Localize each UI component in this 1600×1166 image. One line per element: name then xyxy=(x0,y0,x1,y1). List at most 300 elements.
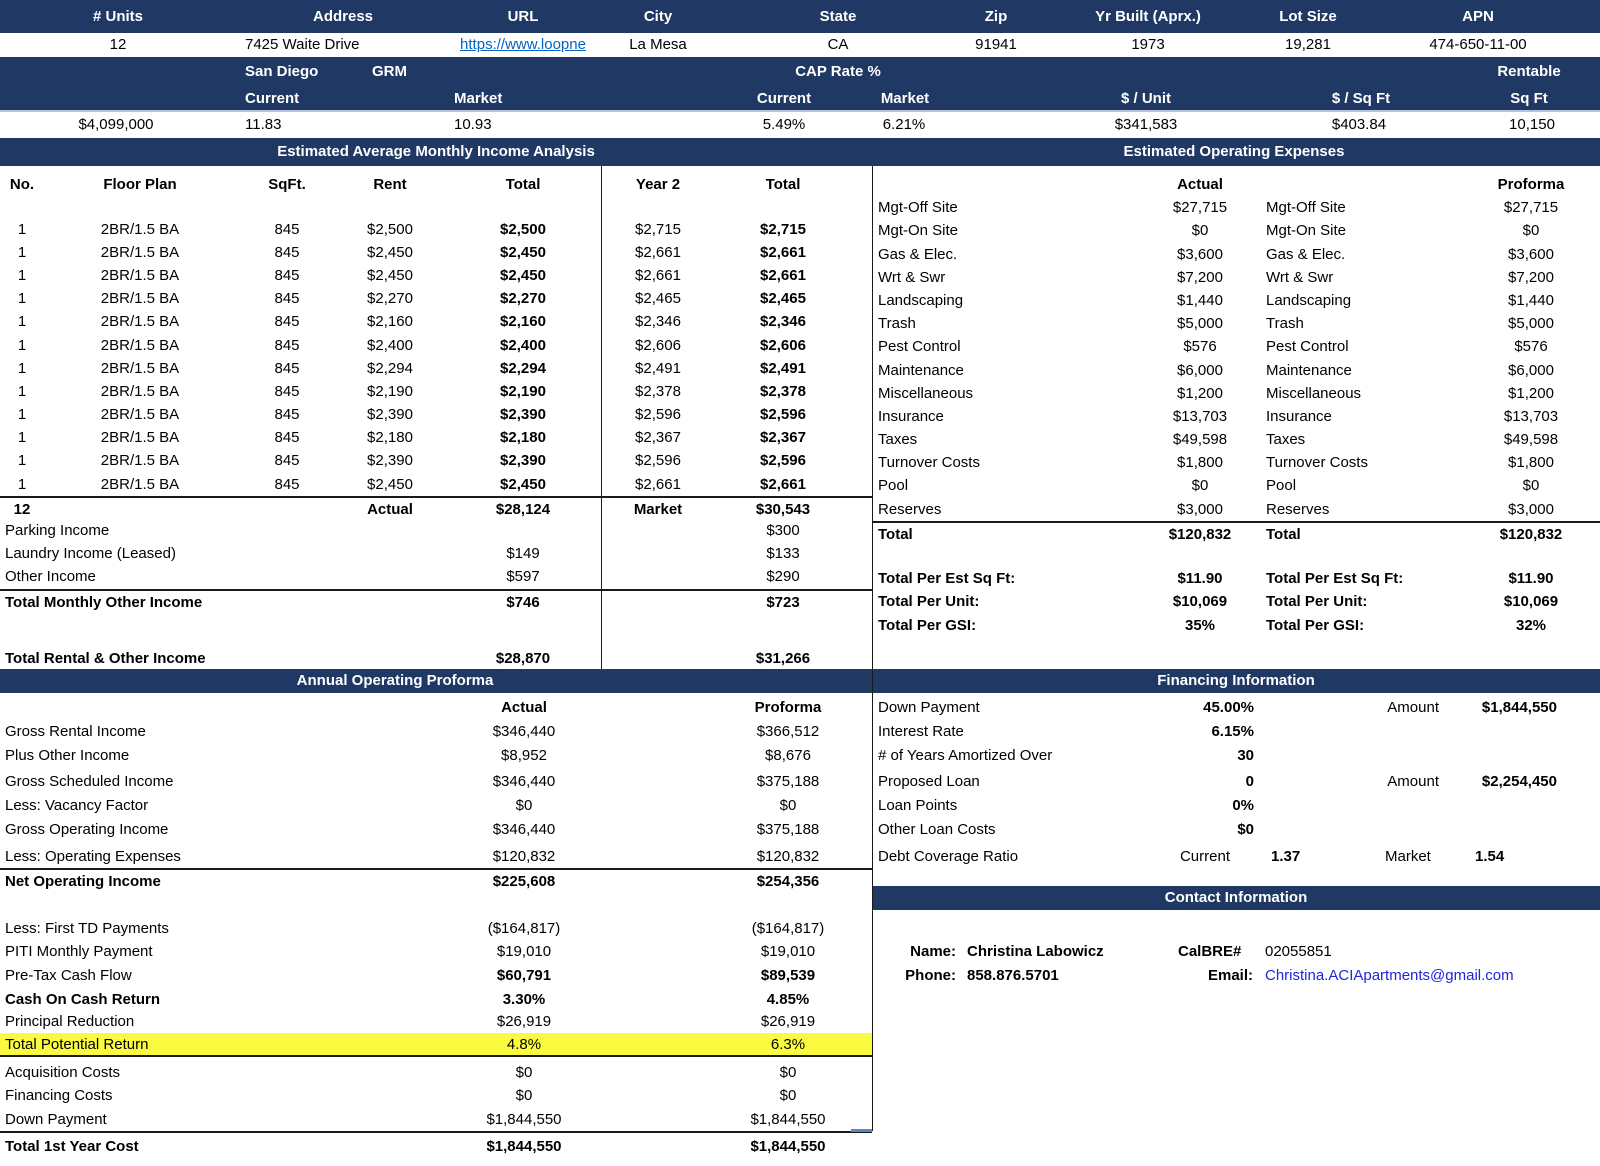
expense-label: Mgt-On Site xyxy=(878,222,959,240)
cell-year2-total: $2,661 xyxy=(760,243,806,261)
income-unit-row xyxy=(0,380,872,403)
cell-sqft: 845 xyxy=(274,243,300,261)
cell-plan: 2BR/1.5 BA xyxy=(100,452,180,470)
expense-label-proforma: Pest Control xyxy=(1266,338,1349,356)
income-unit-row xyxy=(0,426,872,449)
expense-proforma-value: $13,703 xyxy=(1503,407,1559,425)
expense-actual-value: $7,200 xyxy=(1177,268,1223,286)
expenses-total-row xyxy=(872,521,1600,544)
header-year2: Year 2 xyxy=(635,176,681,193)
expense-row xyxy=(872,451,1600,474)
row-label: Financing Costs xyxy=(5,1087,113,1104)
per-unit-label: $ / Unit xyxy=(1120,90,1171,107)
cell-total: $2,450 xyxy=(500,475,546,493)
cell-plan: 2BR/1.5 BA xyxy=(100,406,180,424)
proforma-proforma-header: Proforma xyxy=(754,699,822,716)
row-proforma: $366,512 xyxy=(756,723,820,740)
sqft-label: Sq Ft xyxy=(1510,90,1548,107)
expense-row xyxy=(872,428,1600,451)
cell-year2-total: $2,661 xyxy=(760,266,806,284)
fin-label: Loan Points xyxy=(878,797,958,814)
proforma-row-principal xyxy=(0,1010,872,1033)
name-label: Name: xyxy=(910,943,956,960)
col-header-address: Address xyxy=(312,8,374,25)
units-value: 12 xyxy=(109,36,127,53)
rentable-label: Rentable xyxy=(1497,63,1561,80)
row-proforma: 4.85% xyxy=(766,991,810,1008)
dcr-current-value: 1.37 xyxy=(1271,848,1301,865)
expense-rows xyxy=(872,196,1600,521)
cell-no: 1 xyxy=(17,406,27,424)
grm-market-label: Market xyxy=(454,90,503,107)
cell-sqft: 845 xyxy=(274,452,300,470)
expense-row xyxy=(872,266,1600,289)
cell-no: 1 xyxy=(17,452,27,470)
proforma-actual-header: Actual xyxy=(501,699,547,716)
proforma-row-coc xyxy=(0,988,872,1011)
total-monthly-other-label: Total Monthly Other Income xyxy=(5,593,203,611)
income-rows xyxy=(0,218,872,496)
dcr-market-label: Market xyxy=(1385,848,1431,865)
row-proforma: $375,188 xyxy=(756,821,820,838)
income-unit-row xyxy=(0,241,872,264)
income-unit-row xyxy=(0,310,872,333)
fin-label: Down Payment xyxy=(878,699,980,716)
other-income-market: $290 xyxy=(766,568,800,586)
col-header-url: URL xyxy=(507,8,539,25)
fin-label: Debt Coverage Ratio xyxy=(878,848,1019,865)
income-totals-row xyxy=(0,496,872,519)
expense-label-proforma: Mgt-Off Site xyxy=(1266,199,1346,217)
row-proforma: $0 xyxy=(779,797,797,814)
expense-proforma-value: $1,800 xyxy=(1508,454,1554,472)
expense-row xyxy=(872,219,1600,242)
zip-value: 91941 xyxy=(975,36,1017,53)
expense-proforma-value: $0 xyxy=(1522,477,1540,495)
header-no: No. xyxy=(9,176,35,193)
fin-value: $0 xyxy=(1237,821,1254,838)
row-label: Gross Operating Income xyxy=(5,821,169,838)
expense-row xyxy=(872,196,1600,219)
col-header-city: City xyxy=(643,8,673,25)
cell-no: 1 xyxy=(17,243,27,261)
row-actual: $1,844,550 xyxy=(486,1111,562,1128)
expense-row xyxy=(872,405,1600,428)
total-monthly-other-actual: $746 xyxy=(506,593,540,611)
cell-rent: $2,390 xyxy=(367,452,413,470)
expense-label-proforma: Taxes xyxy=(1266,431,1306,449)
financing-row-other-costs xyxy=(872,818,1600,841)
fin-value: 0 xyxy=(1245,773,1254,790)
cell-year2: $2,465 xyxy=(635,290,681,308)
other-income-rows xyxy=(0,519,872,589)
expense-summary-row xyxy=(872,590,1600,613)
listing-url-link[interactable]: https://www.loopne xyxy=(460,36,586,53)
summary-label: Total Per GSI: xyxy=(878,616,977,634)
proforma-row-less-expenses xyxy=(0,845,872,868)
row-proforma: $19,010 xyxy=(760,943,816,960)
fin-label: Interest Rate xyxy=(878,723,964,740)
cell-plan: 2BR/1.5 BA xyxy=(100,243,180,261)
cell-year2: $2,661 xyxy=(635,243,681,261)
proforma-row-financing-costs xyxy=(0,1084,872,1107)
apn-value: 474-650-11-00 xyxy=(1429,36,1527,53)
header-rent: Rent xyxy=(373,176,407,193)
summary-actual-value: $11.90 xyxy=(1177,570,1223,588)
row-actual: $60,791 xyxy=(496,967,552,984)
expense-label-proforma: Reserves xyxy=(1266,500,1330,518)
other-income-label: Other Income xyxy=(5,568,96,586)
other-income-label: Laundry Income (Leased) xyxy=(5,545,176,563)
contact-phone-row xyxy=(872,964,1600,987)
fin-value: 6.15% xyxy=(1211,723,1254,740)
expense-actual-value: $49,598 xyxy=(1172,431,1228,449)
cell-sqft: 845 xyxy=(274,220,300,238)
cell-year2-total: $2,491 xyxy=(760,359,806,377)
row-actual: 4.8% xyxy=(506,1036,542,1053)
expense-label-proforma: Wrt & Swr xyxy=(1266,268,1334,286)
cell-plan: 2BR/1.5 BA xyxy=(100,475,180,493)
total-rental-market: $31,266 xyxy=(755,650,811,668)
summary-proforma-value: $11.90 xyxy=(1508,570,1554,588)
col-header-state: State xyxy=(819,8,857,25)
cell-no: 1 xyxy=(17,359,27,377)
expense-label: Reserves xyxy=(878,500,942,518)
expenses-actual-header: Actual xyxy=(1177,176,1223,193)
proforma-row-gross-operating xyxy=(0,818,872,841)
financing-row-years xyxy=(872,744,1600,767)
cell-year2-total: $2,715 xyxy=(760,220,806,238)
cell-rent: $2,450 xyxy=(367,475,413,493)
cap-market-value: 6.21% xyxy=(882,116,926,133)
financing-row-dcr xyxy=(872,845,1600,868)
calbre-value: 02055851 xyxy=(1265,943,1332,960)
cell-year2-total: $2,378 xyxy=(760,382,806,400)
summary-label-proforma: Total Per Est Sq Ft: xyxy=(1266,570,1404,588)
cell-rent: $2,160 xyxy=(367,313,413,331)
row-actual: $0 xyxy=(515,1064,533,1081)
row-label: PITI Monthly Payment xyxy=(5,943,153,960)
income-header-row xyxy=(0,173,872,196)
region-label: San Diego xyxy=(245,63,319,80)
row-proforma: $89,539 xyxy=(760,967,816,984)
cell-rent: $2,294 xyxy=(367,359,413,377)
property-header-row xyxy=(0,0,1600,33)
proforma-row-pretax xyxy=(0,964,872,987)
income-unit-row xyxy=(0,287,872,310)
expense-label-proforma: Miscellaneous xyxy=(1266,384,1362,402)
cell-year2-total: $2,465 xyxy=(760,290,806,308)
financing-row-interest xyxy=(872,720,1600,743)
col-header-zip: Zip xyxy=(984,8,1008,25)
expense-actual-value: $3,600 xyxy=(1177,245,1223,263)
fin-label: Proposed Loan xyxy=(878,773,980,790)
per-sqft-value: $403.84 xyxy=(1331,116,1387,133)
expense-actual-value: $576 xyxy=(1183,338,1217,356)
summary-label: Total Per Est Sq Ft: xyxy=(878,570,1016,588)
summary-proforma-value: 32% xyxy=(1515,616,1547,634)
expense-summary-row xyxy=(872,614,1600,637)
cell-sqft: 845 xyxy=(274,290,300,308)
proforma-row-plus-other xyxy=(0,744,872,767)
row-label: Total 1st Year Cost xyxy=(5,1138,139,1155)
cell-year2: $2,661 xyxy=(635,266,681,284)
cell-rent: $2,450 xyxy=(367,243,413,261)
contact-section-title: Contact Information xyxy=(1164,889,1308,906)
cap-market-label: Market xyxy=(880,90,930,107)
expense-label-proforma: Trash xyxy=(1266,315,1304,333)
cell-no: 1 xyxy=(17,313,27,331)
cell-total: $2,294 xyxy=(500,359,546,377)
other-income-actual: $597 xyxy=(506,568,540,586)
expense-label-proforma: Gas & Elec. xyxy=(1266,245,1346,263)
cell-no: 1 xyxy=(17,475,27,493)
cell-total: $2,400 xyxy=(500,336,546,354)
row-proforma: $0 xyxy=(779,1087,797,1104)
expenses-section-title: Estimated Operating Expenses xyxy=(1123,143,1345,160)
expense-actual-value: $3,000 xyxy=(1177,500,1223,518)
header-floorplan: Floor Plan xyxy=(103,176,177,193)
fin-label: Other Loan Costs xyxy=(878,821,996,838)
cell-year2: $2,367 xyxy=(635,429,681,447)
cell-rent: $2,270 xyxy=(367,290,413,308)
cell-sqft: 845 xyxy=(274,382,300,400)
expenses-proforma-header: Proforma xyxy=(1497,176,1565,193)
expense-summary-row xyxy=(872,567,1600,590)
cell-plan: 2BR/1.5 BA xyxy=(100,336,180,354)
row-label: Less: Operating Expenses xyxy=(5,848,181,865)
section-title-bar xyxy=(0,138,1600,166)
cell-plan: 2BR/1.5 BA xyxy=(100,266,180,284)
row-label: Less: First TD Payments xyxy=(5,920,169,937)
financing-row-loan-points xyxy=(872,794,1600,817)
expense-label-proforma: Mgt-On Site xyxy=(1266,222,1347,240)
other-income-row xyxy=(0,542,872,565)
summary-label-proforma: Total Per Unit: xyxy=(1266,593,1368,611)
cell-year2-total: $2,596 xyxy=(760,452,806,470)
summary-actual-value: 35% xyxy=(1184,616,1216,634)
dcr-current-label: Current xyxy=(1179,848,1230,865)
proforma-row-gross-scheduled xyxy=(0,770,872,793)
section-divider xyxy=(872,166,873,1131)
expenses-total-label-proforma: Total xyxy=(1266,525,1301,543)
expense-label: Maintenance xyxy=(878,361,964,379)
proforma-row-down-payment xyxy=(0,1108,872,1131)
expense-label: Landscaping xyxy=(878,291,964,309)
financing-row-proposed-loan xyxy=(872,770,1600,793)
income-analysis-table xyxy=(0,166,872,672)
col-header-apn: APN xyxy=(1462,8,1494,25)
cell-no: 1 xyxy=(17,429,27,447)
row-actual: 3.30% xyxy=(502,991,546,1008)
row-label: Gross Scheduled Income xyxy=(5,773,174,790)
income-unit-row xyxy=(0,357,872,380)
cell-no: 1 xyxy=(17,220,27,238)
row-actual: $1,844,550 xyxy=(486,1138,562,1155)
row-proforma: $120,832 xyxy=(756,848,820,865)
expenses-total-label: Total xyxy=(878,525,913,543)
income-table-divider xyxy=(601,166,602,669)
expense-proforma-value: $6,000 xyxy=(1508,361,1554,379)
grm-label: GRM xyxy=(372,63,407,80)
other-income-actual: $149 xyxy=(506,545,540,563)
summary-label-proforma: Total Per GSI: xyxy=(1266,616,1365,634)
expense-row xyxy=(872,243,1600,266)
cell-sqft: 845 xyxy=(274,266,300,284)
cell-plan: 2BR/1.5 BA xyxy=(100,313,180,331)
cell-no: 1 xyxy=(17,266,27,284)
col-header-yrbuilt: Yr Built (Aprx.) xyxy=(1095,8,1201,25)
cell-year2: $2,715 xyxy=(635,220,681,238)
cell-year2: $2,596 xyxy=(635,406,681,424)
fin-amount: $1,844,550 xyxy=(1481,699,1557,716)
cell-total: $2,180 xyxy=(500,429,546,447)
income-unit-row xyxy=(0,334,872,357)
expense-actual-value: $5,000 xyxy=(1177,315,1223,333)
summary-actual-value: $10,069 xyxy=(1172,593,1228,611)
cell-year2: $2,491 xyxy=(635,359,681,377)
state-value: CA xyxy=(827,36,849,53)
cell-total: $2,450 xyxy=(500,243,546,261)
yrbuilt-value: 1973 xyxy=(1131,36,1165,53)
cell-year2-total: $2,661 xyxy=(760,475,806,493)
other-income-row xyxy=(0,565,872,588)
row-actual: $120,832 xyxy=(492,848,556,865)
cell-total: $2,190 xyxy=(500,382,546,400)
expense-proforma-value: $1,200 xyxy=(1508,384,1554,402)
expense-summary-rows xyxy=(872,567,1600,637)
grm-current-value: 11.83 xyxy=(245,116,282,133)
row-proforma: $1,844,550 xyxy=(750,1138,826,1155)
expense-proforma-value: $49,598 xyxy=(1503,431,1559,449)
cell-rent: $2,390 xyxy=(367,406,413,424)
row-label: Gross Rental Income xyxy=(5,723,146,740)
expense-label: Pool xyxy=(878,477,909,495)
fin-value: 0% xyxy=(1232,797,1254,814)
selection-corner-artifact xyxy=(851,1129,872,1132)
proforma-row-gross-rental xyxy=(0,720,872,743)
contact-name-row xyxy=(872,940,1600,963)
cell-plan: 2BR/1.5 BA xyxy=(100,220,180,238)
row-label: Less: Vacancy Factor xyxy=(5,797,149,814)
expense-row xyxy=(872,312,1600,335)
expenses-total-actual: $120,832 xyxy=(1168,525,1232,543)
expense-actual-value: $1,200 xyxy=(1177,384,1223,402)
email-link[interactable]: Christina.ACIApartments@gmail.com xyxy=(1265,967,1514,984)
expense-label: Wrt & Swr xyxy=(878,268,946,286)
header-total: Total xyxy=(505,176,541,193)
other-income-market: $300 xyxy=(766,522,800,540)
cell-sqft: 845 xyxy=(274,475,300,493)
grm-market-value: 10.93 xyxy=(454,116,492,133)
row-proforma: $26,919 xyxy=(760,1013,816,1030)
calbre-label: CalBRE# xyxy=(1178,943,1242,960)
cell-plan: 2BR/1.5 BA xyxy=(100,359,180,377)
total-rental-actual: $28,870 xyxy=(495,650,551,668)
other-income-label: Parking Income xyxy=(5,522,110,540)
cell-plan: 2BR/1.5 BA xyxy=(100,429,180,447)
row-proforma: $375,188 xyxy=(756,773,820,790)
row-label: Total Potential Return xyxy=(5,1036,149,1053)
fin-value: 30 xyxy=(1237,747,1254,764)
total-rental-row xyxy=(0,649,872,668)
header-year2-total: Total xyxy=(765,176,801,193)
cell-sqft: 845 xyxy=(274,429,300,447)
row-proforma: $254,356 xyxy=(756,873,820,890)
phone-value: 858.876.5701 xyxy=(967,967,1059,984)
amount-label: Amount xyxy=(1387,773,1439,790)
cell-year2-total: $2,606 xyxy=(760,336,806,354)
financing-section-bar xyxy=(872,669,1600,693)
cell-no: 1 xyxy=(17,382,27,400)
market-rent-total: $30,543 xyxy=(755,500,811,518)
proforma-row-vacancy xyxy=(0,794,872,817)
expense-label: Turnover Costs xyxy=(878,454,980,472)
expense-label: Trash xyxy=(878,315,916,333)
contact-section-bar xyxy=(872,886,1600,910)
expense-actual-value: $1,800 xyxy=(1177,454,1223,472)
expense-label: Gas & Elec. xyxy=(878,245,958,263)
cell-plan: 2BR/1.5 BA xyxy=(100,290,180,308)
income-unit-row xyxy=(0,403,872,426)
cell-total: $2,500 xyxy=(500,220,546,238)
row-actual: $0 xyxy=(515,797,533,814)
cell-year2: $2,606 xyxy=(635,336,681,354)
proforma-row-piti xyxy=(0,940,872,963)
expense-actual-value: $6,000 xyxy=(1177,361,1223,379)
market-label: Market xyxy=(633,500,683,518)
fin-label: # of Years Amortized Over xyxy=(878,747,1053,764)
col-header-units: # Units xyxy=(92,8,143,25)
cap-rate-label: CAP Rate % xyxy=(795,63,881,80)
cell-year2-total: $2,367 xyxy=(760,429,806,447)
proforma-row-total-potential-return xyxy=(0,1033,872,1057)
grm-current-label: Current xyxy=(245,90,300,107)
summary-label: Total Per Unit: xyxy=(878,593,980,611)
income-unit-row xyxy=(0,218,872,241)
fin-amount: $2,254,450 xyxy=(1481,773,1557,790)
cell-year2: $2,378 xyxy=(635,382,681,400)
per-unit-value: $341,583 xyxy=(1114,116,1178,133)
cell-total: $2,390 xyxy=(500,406,546,424)
cell-sqft: 845 xyxy=(274,313,300,331)
expense-row xyxy=(872,474,1600,497)
cell-sqft: 845 xyxy=(274,359,300,377)
proforma-row-noi xyxy=(0,868,872,893)
row-proforma: $1,844,550 xyxy=(750,1111,826,1128)
cell-rent: $2,190 xyxy=(367,382,413,400)
cell-rent: $2,400 xyxy=(367,336,413,354)
cap-current-label: Current xyxy=(756,90,812,107)
cell-rent: $2,450 xyxy=(367,266,413,284)
expense-proforma-value: $27,715 xyxy=(1503,199,1559,217)
expense-proforma-value: $3,000 xyxy=(1508,500,1554,518)
total-monthly-other-row xyxy=(0,589,872,612)
property-value-row xyxy=(0,33,1600,57)
expense-row xyxy=(872,289,1600,312)
cell-rent: $2,500 xyxy=(367,220,413,238)
expense-actual-value: $0 xyxy=(1191,477,1209,495)
total-unit-count: 12 xyxy=(13,500,31,518)
expense-label-proforma: Turnover Costs xyxy=(1266,454,1368,472)
row-actual: $346,440 xyxy=(492,723,556,740)
expense-label-proforma: Insurance xyxy=(1266,407,1332,425)
cell-plan: 2BR/1.5 BA xyxy=(100,382,180,400)
proforma-row-first-td xyxy=(0,917,872,940)
income-unit-row xyxy=(0,264,872,287)
other-income-market: $133 xyxy=(766,545,800,563)
city-value: La Mesa xyxy=(629,36,687,53)
